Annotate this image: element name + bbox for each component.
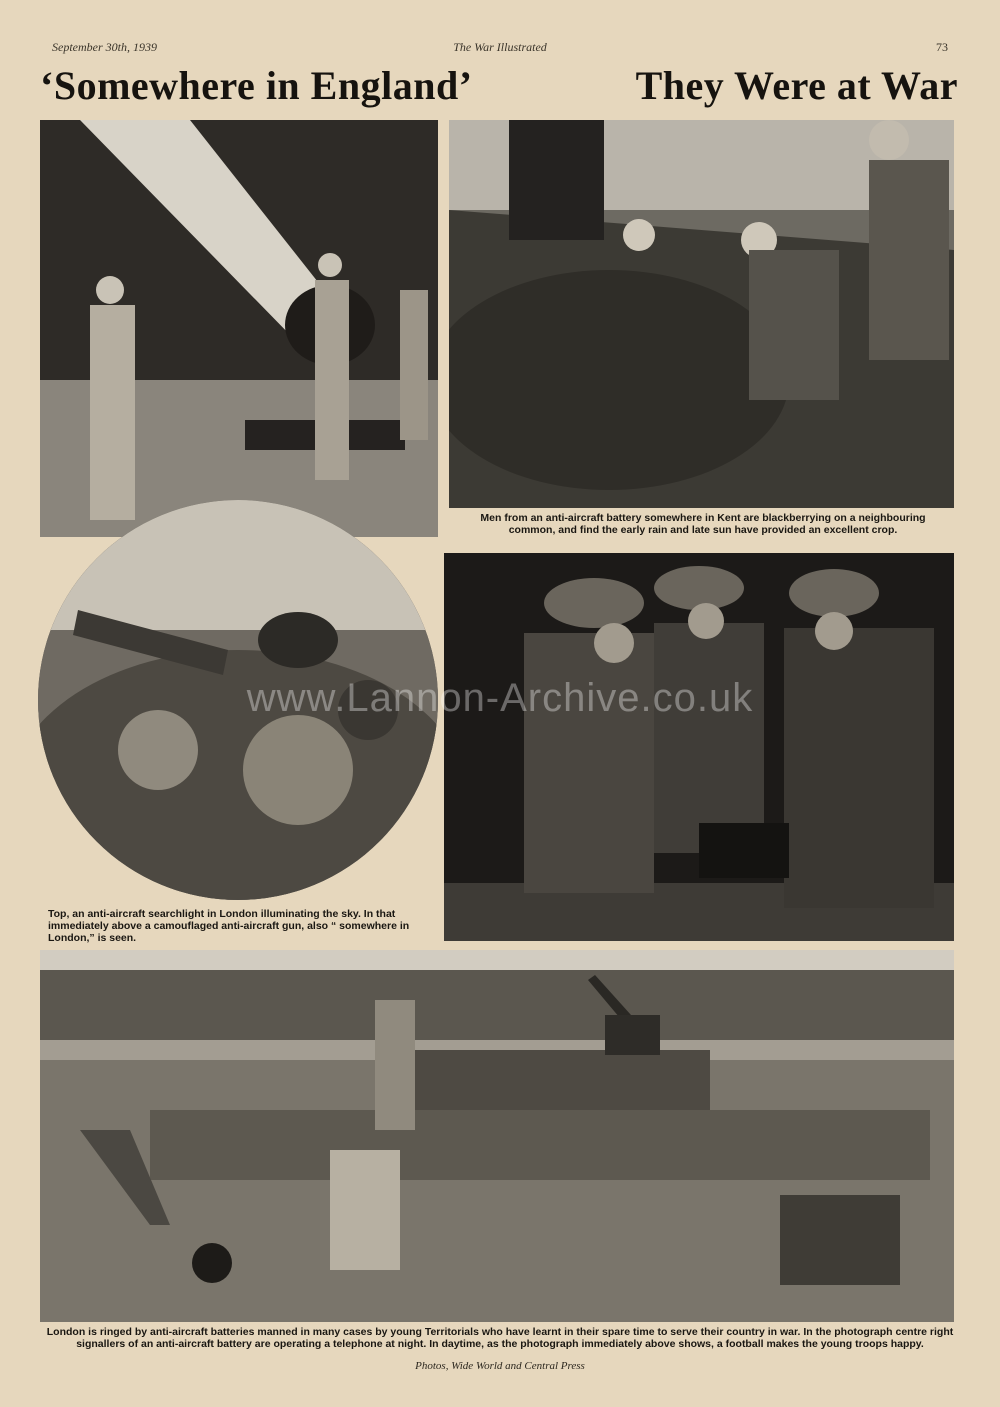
issue-date: September 30th, 1939 [52, 40, 157, 54]
searchlight-photo [40, 120, 438, 537]
searchlight-caption: Top, an anti-aircraft searchlight in London illuminating the sky. In that immediately above a camouflaged anti-aircraft gun, also “ somewhere in London,” is seen. [48, 908, 410, 944]
blackberrying-caption: Men from an anti-aircraft battery somewhere in Kent are blackberrying on a neighbouring common, and find the early rain and late sun have provided an excellent crop. [480, 512, 926, 536]
publication-name: The War Illustrated [453, 40, 547, 54]
watermark-text: www.Lannon-Archive.co.uk [246, 676, 754, 720]
headline-right: They Were at War [635, 63, 958, 108]
football-caption: London is ringed by anti-aircraft batteries manned in many cases by young Territorials who have learnt in their spare time to serve their country in war. In the photograph centre right signallers of an anti-aircraft battery are operating a telephone at night. In daytime, as the photograph immediately above shows, a football makes the young troops happy. [46, 1326, 954, 1350]
running-header [52, 40, 948, 58]
football-photo [40, 950, 954, 1322]
page-number: 73 [936, 40, 948, 54]
signallers-photo [444, 553, 954, 941]
blackberrying-photo [449, 120, 954, 508]
photo-credit: Photos, Wide World and Central Press [415, 1360, 585, 1372]
headline-left: ‘Somewhere in England’ [40, 63, 473, 108]
